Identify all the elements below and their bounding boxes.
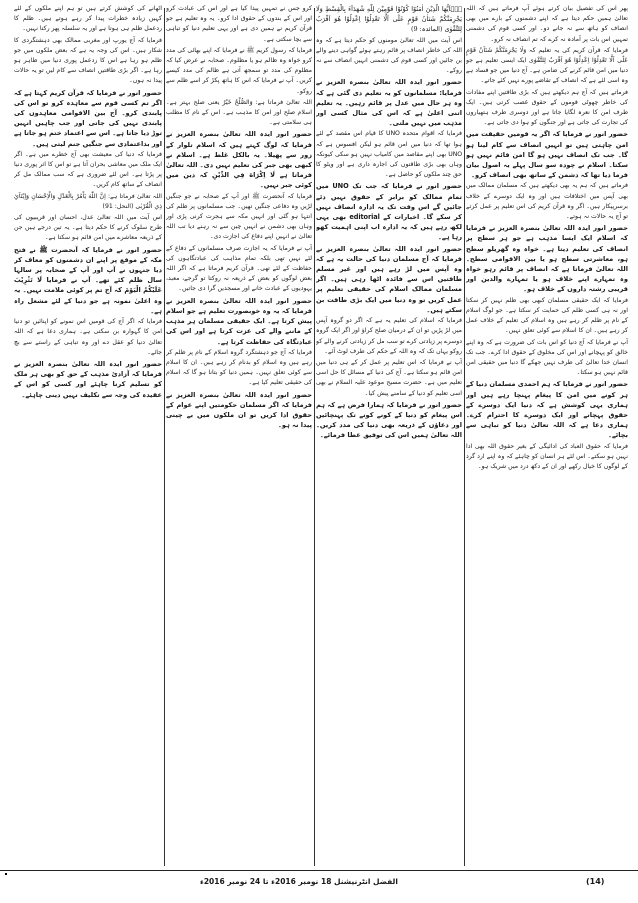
article-paragraph: حضور انور ایدہ اللہ تعالیٰ بنصرہ العزیز نے فرمایا کہ آج مسلمان دنیا کی حالت یہ ہے کہ وہ آپس میں لڑ رہے ہیں اور غیر مسلم طاقتیں اس سے فائدہ اٹھا رہی ہیں۔ اگر مسلمان ممالک اسلام کی حقیقی تعلیم پر عمل کریں تو وہ دنیا میں ایک بڑی طاقت بن سکتے ہیں۔ bbox=[316, 244, 462, 314]
article-paragraph: فرمایا کہ حقوق العباد کی ادائیگی کے بغیر حقوق اللہ بھی ادا نہیں ہو سکتے۔ اس لئے ہر انسان کو چاہئے کہ وہ اپنے ارد گرد کے لوگوں کا خیال رکھے اور ان کے دکھ درد میں شریک ہو۔ bbox=[466, 442, 628, 470]
article-paragraph: فرمایا کہ آنحضرت ﷺ اور آپ کے صحابہ نے جو جنگیں لڑیں وہ دفاعی جنگیں تھیں۔ جب مسلمانوں پر ظلم کی انتہا ہو گئی اور انہیں مکہ سے ہجرت کرنی پڑی اور وہاں بھی دشمن نے انہیں چین سے نہ رہنے دیا تب اللہ تعالیٰ نے انہیں اپنے دفاع کی اجازت دی۔ bbox=[166, 192, 312, 241]
article-paragraph: اللہ تعالیٰ فرماتا ہے: وَالصُّلْحُ خَيْرٌ یعنی صلح بہتر ہے۔ اسلام صلح اور امن کا مذہب ہے۔ اس کے نام کا مطلب ہی سلامتی ہے۔ bbox=[166, 98, 312, 127]
article-paragraph: حضور انور ایدہ اللہ تعالیٰ بنصرہ العزیز نے فرمایا کہ اگر مسلمان حکومتیں اپنے عوام کے حقوق ادا کریں تو ان ملکوں میں بے چینی پیدا نہ ہو۔ bbox=[166, 390, 312, 430]
article-paragraph: فرمایا کہ اگر آج کی قومیں اس نمونے کو اپنائیں تو دنیا امن کا گہوارہ بن سکتی ہے۔ ہماری دعا ہے کہ اللہ تعالیٰ دنیا کو عقل دے اور وہ تباہی کے راستے سے بچ جائے۔ bbox=[14, 318, 162, 356]
article-paragraph: فرمایا کہ ایک حقیقی مسلمان کبھی بھی ظلم نہیں کر سکتا اور نہ ہی کسی ظلم کی حمایت کر سکتا ہے۔ جو لوگ اسلام کے نام پر ظلم کر رہے ہیں وہ اسلام کی تعلیم کے خلاف عمل کر رہے ہیں۔ ان کا اسلام سے کوئی تعلق نہیں۔ bbox=[466, 296, 628, 335]
column-middle-right bbox=[316, 4, 462, 870]
article-paragraph: آپ نے فرمایا کہ یہ اجازت صرف مسلمانوں کے دفاع کے لئے نہیں تھی بلکہ تمام مذاہب کی عبادتگاہوں کی حفاظت کے لئے تھی۔ قرآن کریم فرماتا ہے کہ اگر اللہ بعض لوگوں کو بعض کے ذریعہ نہ روکتا تو گرجے، معبد، یہودیوں کے عبادت خانے اور مسجدیں گرا دی جاتیں۔ bbox=[166, 244, 312, 293]
article-paragraph: حضور انور ایدہ اللہ تعالیٰ بنصرہ العزیز نے فرمایا کہ آزادئ مذہب کے حق کو بھی ہر ملک کو تسلیم کرنا چاہئے اور کسی کو اس کے عقیدہ کی وجہ سے تکلیف نہیں دینی چاہئے۔ bbox=[14, 359, 162, 399]
article-paragraph: اٹھانے کی کوشش کرتے ہیں تو ہم اپنے ملکوں کے لئے کہیں زیادہ خطرات پیدا کر رہے ہوتے ہیں۔ ظلم کا ردعمل ظلم ہی ہوتا ہے اور یہ سلسلہ پھر رکتا نہیں۔ bbox=[14, 5, 162, 33]
article-paragraph: حضور انور نے فرمایا کہ ہم احمدی مسلمان دنیا کے ہر کونے میں امن کا پیغام پہنچا رہے ہیں اور ہماری یہی کوشش ہے کہ دنیا ایک دوسرے کے حقوق پہچانے اور ایک دوسرے کا احترام کرے۔ ہماری دعا ہے کہ اللہ تعالیٰ دنیا کو تباہی سے بچائے۔ bbox=[466, 380, 628, 440]
issue-line: الفضل انٹرنیشنل 18 نومبر 2016ء تا 24 نومبر 2016ء bbox=[200, 877, 398, 886]
article-paragraph: آپ نے فرمایا کہ اس تعلیم پر عمل کر کے ہی دنیا میں امن قائم ہو سکتا ہے۔ آج کی دنیا کے مسائل کا حل اسی تعلیم میں ہے۔ حضرت مسیح موعود علیہ السلام نے بھی اسی تعلیم کو دنیا کے سامنے پیش کیا۔ bbox=[316, 358, 462, 397]
page-number: (14) bbox=[586, 877, 605, 886]
article-paragraph: آپ نے فرمایا کہ آج دنیا کو اس بات کی ضرورت ہے کہ وہ اپنے خالق کو پہچانے اور اس کی مخلوق کے حقوق ادا کرے۔ جب تک انسان خدا تعالیٰ کی طرف نہیں جھکے گا دنیا میں حقیقی امن قائم نہیں ہو سکتا۔ bbox=[466, 338, 628, 377]
article-paragraph: فرماتے ہیں کہ ہم یہ بھی دیکھتے ہیں کہ مسلمان ممالک میں بھی آپس میں اختلافات ہیں اور وہ ایک دوسرے کے خلاف برسرپیکار ہیں۔ اگر وہ قرآن کریم کی اس تعلیم پر عمل کرتے تو آج یہ حالات نہ ہوتے۔ bbox=[466, 182, 628, 221]
article-paragraph: حضور انور نے فرمایا کہ اگر یہ قومیں حقیقت میں امن چاہتی ہیں تو انہیں انصاف سے کام لینا ہو گا۔ جب تک انصاف نہیں ہو گا امن قائم نہیں ہو سکتا۔ اسلام نے چودہ سو سال پہلے یہ اصول بیان فرما دیا تھا کہ دشمن کے ساتھ بھی انصاف کرو۔ bbox=[466, 130, 628, 180]
column-left bbox=[14, 4, 162, 870]
page-footer bbox=[0, 870, 638, 893]
column-divider bbox=[464, 8, 465, 866]
article-paragraph: حضور انور ایدہ اللہ تعالیٰ بنصرہ العزیز نے فرمایا کہ اسلام ایک ایسا مذہب ہے جو ہر سطح پر انصاف کی تعلیم دیتا ہے۔ خواہ وہ گھریلو سطح ہو، معاشرتی سطح ہو یا بین الاقوامی سطح۔ اللہ تعالیٰ فرماتا ہے کہ انصاف پر قائم رہو خواہ وہ تمہارے اپنے خلاف ہو یا تمہارے والدین اور قریبی رشتہ داروں کے خلاف ہو۔ bbox=[466, 224, 628, 294]
article-paragraph: کرو جس نے تمہیں پیدا کیا ہے اور اس کی عبادت کرو اور اس کے بندوں کے حقوق ادا کرو۔ یہ وہ تعلیم ہے جو قرآن کریم نے ہمیں دی ہے اور یہی تعلیم دنیا کو تباہی سے بچا سکتی ہے۔ bbox=[166, 5, 312, 43]
article-columns bbox=[6, 4, 632, 870]
article-paragraph: حضور انور نے فرمایا کہ جب تک UNO میں تمام ممالک کو برابر کے حقوق نہیں دئے جائیں گے اس وقت تک یہ ادارہ انصاف نہیں کر سکے گا۔ اخبارات کے editorial بھی یہی لکھ رہے ہیں کہ یہ ادارہ اب اپنی اہمیت کھو رہا ہے۔ bbox=[316, 182, 462, 242]
newspaper-page bbox=[6, 4, 632, 872]
article-paragraph: فرمایا کہ آج یورپ اور مغربی ممالک بھی دہشتگردی کا شکار ہیں۔ اس کی وجہ یہ ہے کہ بعض ملکوں میں جو ظلم ہو رہا ہے اس کا ردعمل پوری دنیا میں ظاہر ہو رہا ہے۔ اگر بڑی طاقتیں انصاف سے کام لیں تو یہ حالات پیدا نہ ہوں۔ bbox=[14, 36, 162, 85]
article-paragraph: حضور انور ایدہ اللہ تعالیٰ بنصرہ العزیز نے فرمایا کہ یہ وہ خوبصورت تعلیم ہے جو اسلام پیش کرتا ہے۔ ایک حقیقی مسلمان ہر مذہب کے ماننے والے کی عزت کرتا ہے اور اس کی عبادتگاہ کی حفاظت کرتا ہے۔ bbox=[166, 296, 312, 346]
column-middle-left bbox=[166, 4, 312, 870]
article-paragraph: حضور انور نے فرمایا کہ قرآن کریم کہتا ہے کہ اگر تم کسی قوم سے معاہدہ کرو تو اس کی پابندی کرو۔ آج بین الاقوامی معاہدوں کی پابندی نہیں کی جاتی اور جب چاہیں انہیں توڑ دیا جاتا ہے۔ اس سے اعتماد ختم ہو جاتا ہے اور بداعتمادی سے جنگیں جنم لیتی ہیں۔ bbox=[14, 88, 162, 148]
article-paragraph: اس آیت میں اللہ تعالیٰ عدل، احسان اور قریبیوں کی طرح سلوک کرنے کا حکم دیتا ہے۔ یہ تین درجے ہیں جن کے ذریعہ معاشرے میں امن قائم ہو سکتا ہے۔ bbox=[14, 214, 162, 242]
article-paragraph: اللہ تعالیٰ فرماتا ہے: اِنَّ اللّٰهَ يَاْمُرُ بِالْعَدْلِ وَالْاِحْسَانِ وَاِيْتَآئِ ذِي الْقُرْبٰى (النحل: 91) bbox=[14, 192, 162, 210]
article-paragraph: فرمایا کہ رسول کریم ﷺ نے فرمایا کہ اپنے بھائی کی مدد کرو خواہ وہ ظالم ہو یا مظلوم۔ صحابہ نے عرض کیا کہ مظلوم کی مدد تو سمجھ آتی ہے ظالم کی مدد کیسے کریں۔ آپ نے فرمایا کہ اس کا ہاتھ پکڑ کر اسے ظلم سے روکو۔ bbox=[166, 46, 312, 95]
article-paragraph: فرمایا کہ قرآن کریم کی یہ تعلیم کہ وَلَا يَجْرِمَنَّكُمْ شَنَآنُ قَوْمٍ عَلٰٓى اَلَّا تَعْدِلُوْا اِعْدِلُوْا هُوَ اَقْرَبُ لِلتَّقْوٰى ایک ایسی تعلیم ہے جو دنیا میں امن قائم کرنے کی ضامن ہے۔ آج دنیا میں جو فساد ہے وہ اسی لئے ہے کہ انصاف کے تقاضے پورے نہیں کئے جاتے۔ bbox=[466, 46, 628, 85]
article-paragraph: پھر اس کی تفصیل بیان کرتے ہوئے آپ فرماتے ہیں کہ اللہ تعالیٰ ہمیں حکم دیتا ہے کہ اپنے دشمنوں کے بارے میں بھی انصاف کو ہاتھ سے نہ جانے دو۔ اور کسی قوم کی دشمنی تمہیں اس بات پر آمادہ نہ کرے کہ تم انصاف نہ کرو۔ bbox=[466, 5, 628, 43]
article-paragraph: حضور انور نے فرمایا کہ آنحضرت ﷺ نے فتح مکہ کے موقع پر اپنے ان دشمنوں کو معاف کر دیا جنہوں نے آپ اور آپ کے صحابہ پر سالہا سال ظلم کئے تھے۔ آپ نے فرمایا لَا تَثْرِيْبَ عَلَيْكُمُ الْيَوْمَ کہ آج تم پر کوئی ملامت نہیں۔ یہ وہ اعلیٰ نمونہ ہے جو دنیا کے لئے مشعل راہ ہے۔ bbox=[14, 245, 162, 315]
article-paragraph: حضور انور ایدہ اللہ تعالیٰ بنصرہ العزیز نے فرمایا کہ لوگ کہتے ہیں کہ اسلام تلوار کے زور سے پھیلا۔ یہ بالکل غلط ہے۔ اسلام نے کبھی بھی جبر کی تعلیم نہیں دی۔ اللہ تعالیٰ فرماتا ہے لَا اِكْرَاهَ فِي الدِّيْنِ کہ دین میں کوئی جبر نہیں۔ bbox=[166, 130, 312, 190]
article-paragraph: فرماتے ہیں کہ آج ہم دیکھتے ہیں کہ بڑی طاقتیں اپنے مفادات کی خاطر چھوٹی قوموں کے حقوق غصب کرتی ہیں۔ ایک طرف امن کا نعرہ لگایا جاتا ہے اور دوسری طرف ہتھیاروں کی تجارت کی جاتی ہے اور جنگوں کو ہوا دی جاتی ہے۔ bbox=[466, 88, 628, 127]
article-paragraph: حضور انور ایدہ اللہ تعالیٰ بنصرہ العزیز نے فرمایا: مسلمانوں کو یہ تعلیم دی گئی ہے کہ وہ ہر حال میں عدل پر قائم رہیں۔ یہ تعلیم اتنی اعلیٰ ہے کہ اس کی مثال کسی اور مذہب میں نہیں ملتی۔ bbox=[316, 78, 462, 128]
corner-mark bbox=[5, 873, 7, 875]
article-paragraph: فرمایا کہ اقوام متحدہ UNO کا قیام اس مقصد کے لئے ہوا تھا کہ دنیا میں امن قائم ہو لیکن افسوس ہے کہ UNO بھی اپنے مقاصد میں کامیاب نہیں ہو سکی کیونکہ وہاں بھی بڑی طاقتوں کی اجارہ داری ہے اور ویٹو کا حق چند ملکوں کو حاصل ہے۔ bbox=[316, 130, 462, 179]
article-paragraph: اس آیت میں اللہ تعالیٰ مومنوں کو حکم دیتا ہے کہ وہ اللہ کی خاطر انصاف پر قائم رہتے ہوئے گواہی دینے والے بن جائیں اور کسی قوم کی دشمنی انہیں انصاف سے نہ روکے۔ bbox=[316, 36, 462, 75]
article-paragraph: فرمایا کہ دنیا کی معیشت بھی آج خطرے میں ہے۔ اگر ایک ملک میں معاشی بحران آتا ہے تو اس کا اثر پوری دنیا پر پڑتا ہے۔ اس لئے ضروری ہے کہ سب ممالک مل کر انصاف کے ساتھ کام کریں۔ bbox=[14, 150, 162, 189]
column-right bbox=[466, 4, 628, 870]
article-paragraph: فرمایا کہ آج جو دہشتگرد گروہ اسلام کے نام پر ظلم کر رہے ہیں وہ اسلام کو بدنام کر رہے ہیں۔ ان کا اسلام سے کوئی تعلق نہیں۔ ہمیں دنیا کو بتانا ہو گا کہ اسلام کی حقیقی تعلیم کیا ہے۔ bbox=[166, 348, 312, 387]
article-paragraph: يٰۤاَيُّهَا الَّذِيْنَ اٰمَنُوْا كُوْنُوْا قَوّٰمِيْنَ لِلّٰهِ شُهَدَآءَ بِالْقِسْطِ وَلَا يَجْرِمَنَّكُمْ شَنَاٰنُ قَوْمٍ عَلٰٓى اَلَّا تَعْدِلُوْا اِعْدِلُوْا هُوَ اَقْرَبُ لِلتَّقْوٰى (المائدہ: 9) bbox=[316, 5, 462, 34]
article-paragraph: حضور انور نے فرمایا کہ ہمارا فرض ہے کہ ہم اس پیغام کو دنیا کے کونے کونے تک پہنچائیں اور دعاؤں کے ذریعہ بھی دنیا کی مدد کریں۔ اللہ تعالیٰ ہمیں اس کی توفیق عطا فرمائے۔ bbox=[316, 400, 462, 440]
column-divider bbox=[164, 8, 165, 866]
column-divider bbox=[314, 8, 315, 866]
article-paragraph: فرمایا کہ اسلام کی تعلیم یہ ہے کہ اگر دو گروہ آپس میں لڑ پڑیں تو ان کے درمیان صلح کراؤ اور اگر ایک گروہ دوسرے پر زیادتی کرے تو سب مل کر زیادتی کرنے والے کو روکو یہاں تک کہ وہ اللہ کے حکم کی طرف لوٹ آئے۔ bbox=[316, 317, 462, 355]
